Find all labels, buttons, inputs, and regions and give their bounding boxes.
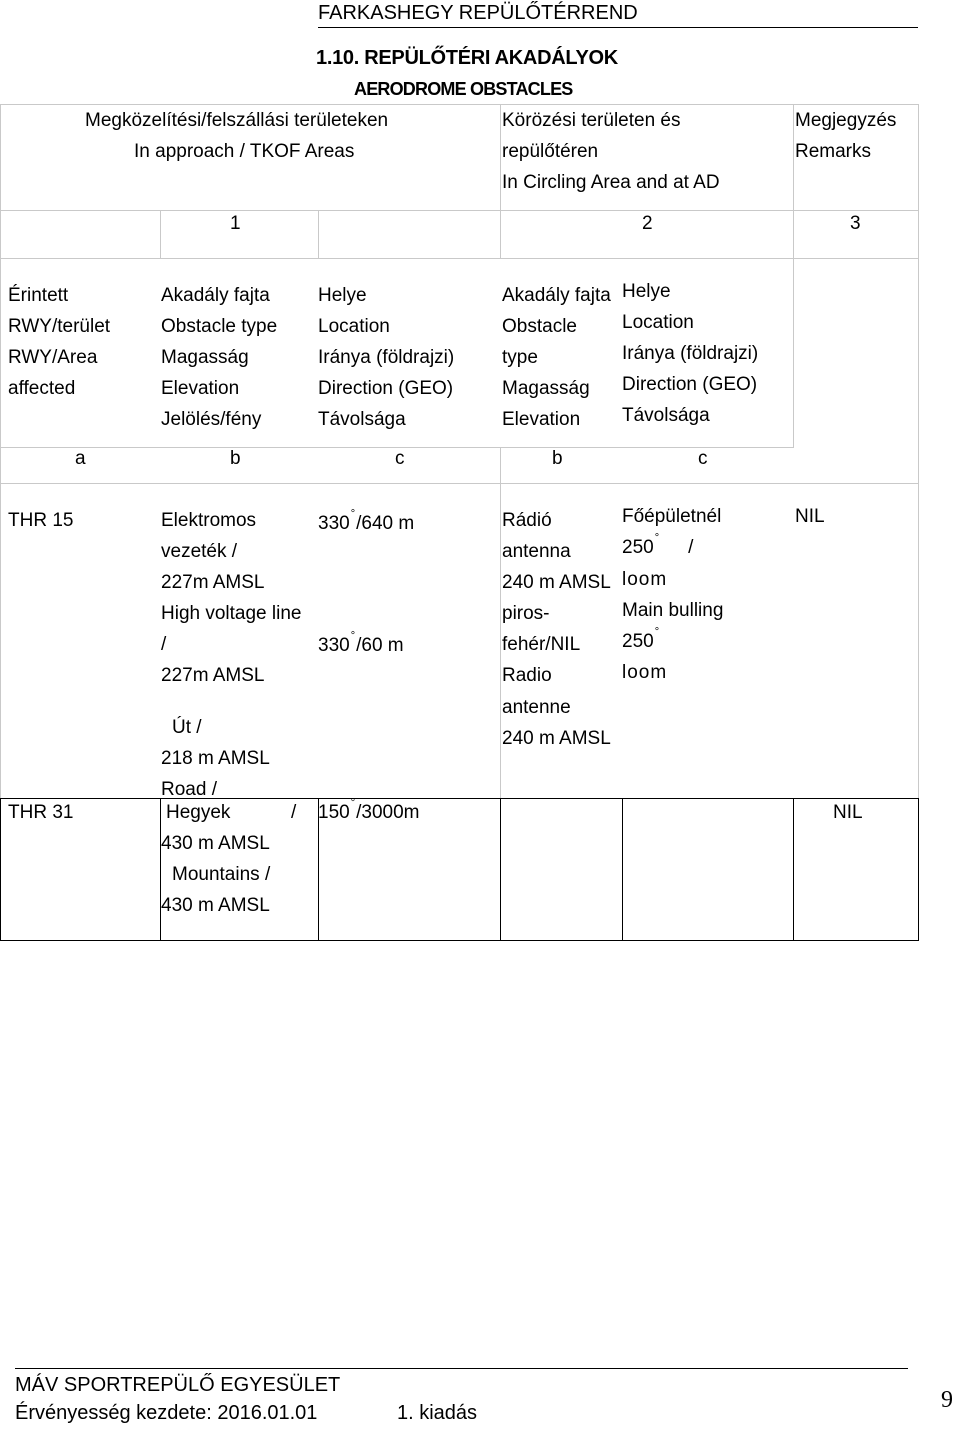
location-1: 330°/640 m <box>318 508 415 534</box>
circling-obstacle-line: Radio <box>502 665 552 686</box>
col-divider <box>160 210 161 258</box>
footer-validity: Érvényesség kezdete: 2016.01.01 <box>15 1402 318 1424</box>
subheader-b2: Akadály fajta Obstacle type Magasság Elevation <box>502 285 611 430</box>
footer-rule <box>15 1368 908 1369</box>
col-divider <box>793 104 794 210</box>
obstacle-line: Hegyek <box>166 802 231 823</box>
col-divider <box>500 447 501 800</box>
col-remarks-header-en: Remarks <box>795 141 872 162</box>
degree-symbol: ° <box>654 626 660 638</box>
col-divider <box>500 798 501 940</box>
col-divider <box>500 210 501 258</box>
table-left-border <box>0 104 1 800</box>
location-thr31: 150°/3000m <box>318 797 420 823</box>
col-circling-header-1: Körözési területen és <box>502 110 681 131</box>
remarks-thr31: NIL <box>833 802 863 823</box>
footer-organization: MÁV SPORTREPÜLŐ EGYESÜLET <box>15 1374 341 1396</box>
obstacle-line: Mountains / <box>172 864 271 885</box>
circling-obstacle-line: piros- <box>502 603 550 624</box>
document-header: FARKASHEGY REPÜLŐTÉRREND <box>318 2 638 24</box>
circling-location-line: 250° <box>622 626 660 652</box>
col-divider <box>500 104 501 210</box>
degree-symbol: ° <box>350 797 356 809</box>
col-divider <box>622 798 623 940</box>
circling-location-line: loom <box>622 662 668 683</box>
subheader-b1: Akadály fajta Obstacle type Magasság Elevation Jelölés/fény <box>161 285 278 430</box>
circling-obstacle-line: 240 m AMSL <box>502 728 611 749</box>
col-circling-header-2: repülőtéren <box>502 141 599 162</box>
col-circling-header-3: In Circling Area and at AD <box>502 172 720 193</box>
obstacle-line: Út / <box>172 717 202 738</box>
footer-edition: 1. kiadás <box>397 1402 478 1424</box>
header-divider <box>0 210 918 211</box>
col-divider <box>918 798 919 940</box>
circling-location-line: Főépületnél <box>622 506 722 527</box>
remarks-thr15: NIL <box>795 506 825 527</box>
subheader-c1: Helye Location Iránya (földrajzi) Direction (GEO) Távolsága <box>318 285 455 430</box>
letter-b: b <box>552 448 563 469</box>
section-subtitle: AERODROME OBSTACLES <box>354 79 573 99</box>
obstacle-line: 218 m AMSL <box>161 748 270 769</box>
obstacle-line: 430 m AMSL <box>161 833 270 854</box>
table-bottom-border <box>0 940 919 941</box>
obstacle-line: 227m AMSL <box>161 665 265 686</box>
col-divider <box>793 798 794 940</box>
letter-c: c <box>395 448 405 469</box>
col-approach-header-hu: Megközelítési/felszállási területeken <box>85 110 389 131</box>
col-divider <box>0 798 1 940</box>
circling-location-line: loom <box>622 569 668 590</box>
obstacle-line: / <box>291 802 297 823</box>
degree-symbol: ° <box>654 532 660 544</box>
location-2: 330°/60 m <box>318 630 404 656</box>
obstacle-line-clipped: Road / <box>161 779 217 798</box>
number-row-divider <box>0 258 918 259</box>
subheader-a: Érintett RWY/terület RWY/Area affected <box>8 285 111 399</box>
obstacle-line: 227m AMSL <box>161 572 265 593</box>
letter-a: a <box>75 448 86 469</box>
page-number: 9 <box>941 1387 953 1413</box>
circling-obstacle-line: fehér/NIL <box>502 634 581 655</box>
header-rule <box>318 27 918 28</box>
rwy-thr31: THR 31 <box>8 802 74 823</box>
col-approach-header-en: In approach / TKOF Areas <box>134 141 355 162</box>
col-number-2: 2 <box>642 213 653 234</box>
obstacle-line: vezeték / <box>161 541 238 562</box>
section-title: 1.10. REPÜLŐTÉRI AKADÁLYOK <box>316 47 618 69</box>
obstacle-line: / <box>161 634 167 655</box>
col-divider <box>793 210 794 258</box>
circling-obstacle-line: antenne <box>502 697 571 718</box>
col-number-1: 1 <box>230 213 241 234</box>
obstacle-line: Elektromos <box>161 510 257 531</box>
letter-c: c <box>698 448 708 469</box>
circling-obstacle-line: antenna <box>502 541 571 562</box>
rwy-thr15: THR 15 <box>8 510 74 531</box>
obstacle-line: High voltage line <box>161 603 302 624</box>
col-divider <box>318 210 319 258</box>
subheader-c2: Helye Location Iránya (földrajzi) Direction (GEO) Távolsága <box>622 281 759 426</box>
degree-symbol: ° <box>350 508 356 520</box>
col-divider <box>793 258 794 448</box>
letter-b: b <box>230 448 241 469</box>
row-divider-thr31 <box>0 798 918 799</box>
circling-location-line: Main bulling <box>622 600 724 621</box>
obstacle-line: 430 m AMSL <box>161 895 270 916</box>
circling-obstacle-line: 240 m AMSL <box>502 572 611 593</box>
circling-obstacle-line: Rádió <box>502 510 552 531</box>
col-remarks-header-hu: Megjegyzés <box>795 110 897 131</box>
col-number-3: 3 <box>850 213 861 234</box>
degree-symbol: ° <box>350 630 356 642</box>
letter-row-divider <box>0 483 918 484</box>
circling-location-line: 250° / <box>622 532 694 558</box>
